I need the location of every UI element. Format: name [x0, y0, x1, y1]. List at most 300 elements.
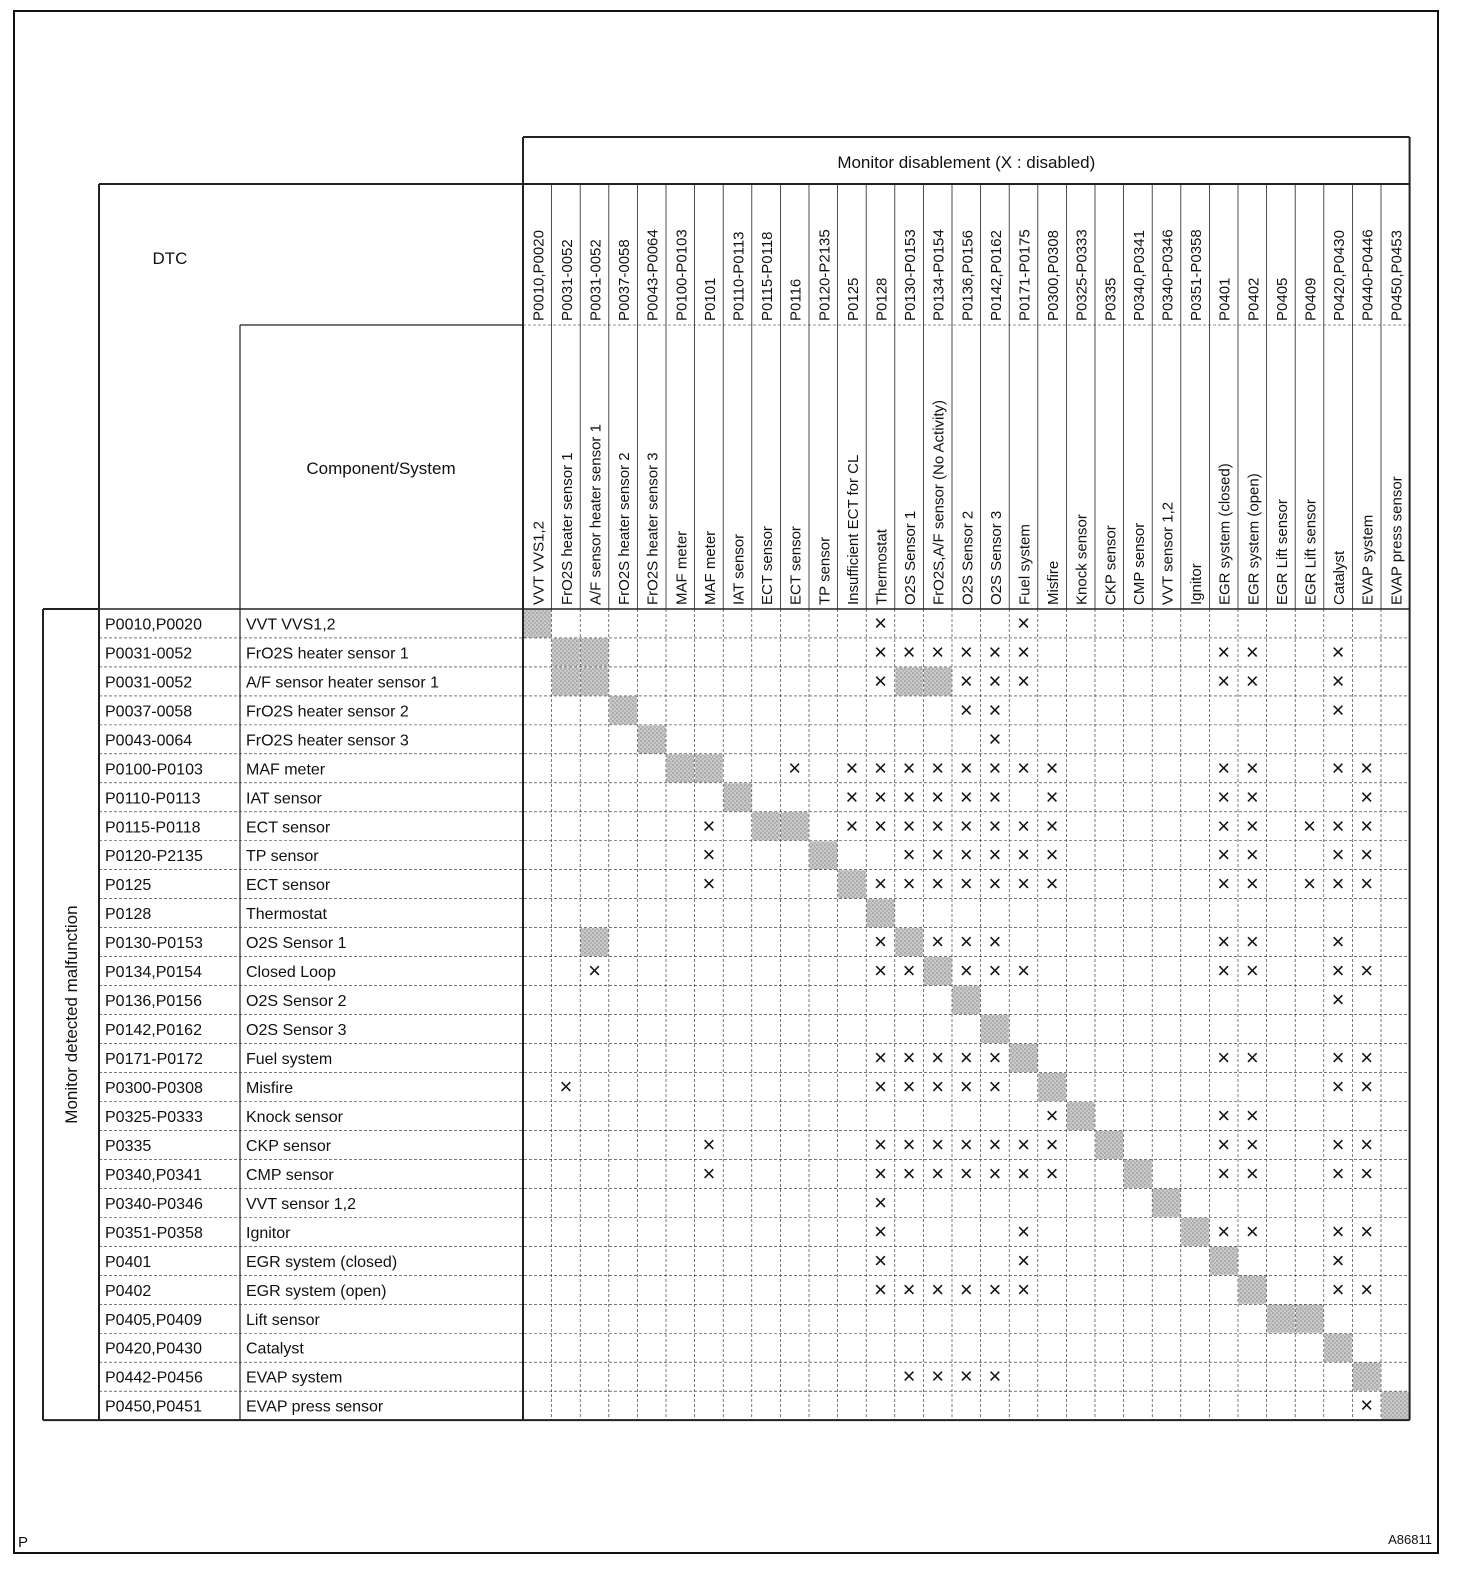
shaded-cell	[695, 754, 723, 782]
disabled-mark: ×	[1045, 1131, 1059, 1157]
row-dtc: P0335	[105, 1137, 152, 1155]
disabled-mark: ×	[1217, 1160, 1231, 1186]
column-dtc-label: P0010,P0020	[530, 230, 548, 321]
row-component: Thermostat	[246, 906, 327, 924]
row-dtc: P0037-0058	[105, 703, 193, 721]
disabled-mark: ×	[902, 1045, 916, 1071]
column-component-label: VVT VVS1,2	[530, 521, 548, 605]
disabled-mark: ×	[1331, 755, 1345, 781]
disabled-mark: ×	[902, 813, 916, 839]
disabled-mark: ×	[959, 784, 973, 810]
shaded-cell	[581, 638, 609, 666]
disabled-mark: ×	[874, 639, 887, 665]
disabled-mark: ×	[931, 1160, 945, 1186]
shaded-cell	[552, 638, 580, 666]
column-dtc-label: P0116	[787, 278, 805, 321]
shaded-cell	[552, 667, 580, 695]
disabled-mark: ×	[931, 1045, 945, 1071]
row-dtc: P0442-P0456	[105, 1369, 203, 1387]
disabled-mark: ×	[1331, 1131, 1345, 1157]
column-component-label: FrO2S,A/F sensor (No Activity)	[930, 399, 948, 605]
disabled-mark: ×	[988, 871, 1002, 897]
shaded-cell	[1353, 1363, 1381, 1391]
row-component: Misfire	[246, 1080, 294, 1098]
column-component-label: EGR Lift sensor	[1302, 499, 1320, 605]
shaded-cell	[895, 667, 923, 695]
component-header: Component/System	[306, 459, 456, 478]
disabled-mark: ×	[1245, 1102, 1259, 1128]
column-dtc-label: P0125	[844, 277, 862, 321]
row-component: VVT sensor 1,2	[246, 1195, 356, 1213]
disabled-mark: ×	[874, 668, 887, 694]
disabled-mark: ×	[1017, 842, 1030, 868]
disabled-mark: ×	[1245, 958, 1259, 984]
row-component: MAF meter	[246, 761, 326, 779]
row-dtc: P0402	[105, 1282, 152, 1300]
column-component-label: EGR Lift sensor	[1273, 499, 1291, 605]
column-dtc-label: P0401	[1216, 277, 1234, 321]
disabled-mark: ×	[1245, 755, 1259, 781]
disabled-mark: ×	[1245, 1160, 1259, 1186]
shaded-cell	[1239, 1276, 1267, 1304]
disabled-mark: ×	[1217, 1045, 1231, 1071]
disabled-mark: ×	[959, 813, 973, 839]
disabled-mark: ×	[1017, 610, 1030, 636]
disabled-mark: ×	[959, 958, 973, 984]
row-component: FrO2S heater sensor 1	[246, 645, 409, 663]
shaded-cell	[1067, 1102, 1095, 1130]
disabled-mark: ×	[874, 1218, 887, 1244]
row-component: O2S Sensor 1	[246, 935, 347, 953]
row-dtc: P0325-P0333	[105, 1108, 203, 1126]
disabled-mark: ×	[988, 1160, 1002, 1186]
column-component-label: MAF meter	[701, 530, 719, 605]
column-dtc-label: P0136,P0156	[959, 230, 977, 321]
shaded-cell	[724, 783, 752, 811]
disabled-mark: ×	[988, 958, 1002, 984]
row-dtc: P0351-P0358	[105, 1224, 203, 1242]
disabled-mark: ×	[845, 813, 859, 839]
disabled-mark: ×	[1331, 842, 1345, 868]
column-component-label: O2S Sensor 3	[987, 510, 1005, 605]
disabled-mark: ×	[988, 1074, 1002, 1100]
disabled-mark: ×	[902, 1131, 916, 1157]
disabled-mark: ×	[874, 813, 887, 839]
disabled-mark: ×	[959, 1074, 973, 1100]
disabled-mark: ×	[1360, 1276, 1374, 1302]
disabled-mark: ×	[1360, 958, 1374, 984]
disabled-mark: ×	[874, 1189, 887, 1215]
disabled-mark: ×	[902, 1160, 916, 1186]
disabled-mark: ×	[1217, 1218, 1231, 1244]
disabled-mark: ×	[1331, 958, 1345, 984]
disabled-mark: ×	[931, 842, 945, 868]
disabled-mark: ×	[1331, 813, 1345, 839]
row-component: ECT sensor	[246, 877, 331, 895]
disabled-mark: ×	[902, 1276, 916, 1302]
disabled-mark: ×	[1045, 842, 1059, 868]
disabled-mark: ×	[874, 1160, 887, 1186]
disabled-mark: ×	[1360, 1160, 1374, 1186]
disabled-mark: ×	[931, 1363, 945, 1389]
row-dtc: P0120-P2135	[105, 848, 203, 866]
row-dtc: P0031-0052	[105, 674, 193, 692]
disabled-mark: ×	[988, 697, 1002, 723]
shaded-cell	[1210, 1247, 1238, 1275]
shaded-cell	[781, 812, 809, 840]
disabled-mark: ×	[1245, 1045, 1259, 1071]
disabled-mark: ×	[1360, 842, 1374, 868]
disabled-mark: ×	[988, 668, 1002, 694]
row-component: Fuel system	[246, 1051, 333, 1069]
disabled-mark: ×	[902, 784, 916, 810]
disabled-mark: ×	[1360, 1218, 1374, 1244]
disabled-mark: ×	[874, 1131, 887, 1157]
disabled-mark: ×	[988, 1131, 1002, 1157]
shaded-cell	[1124, 1160, 1152, 1188]
disabled-mark: ×	[874, 610, 887, 636]
row-group-label: Monitor detected malfunction	[62, 905, 81, 1124]
row-dtc: P0010,P0020	[105, 616, 202, 634]
disabled-mark: ×	[959, 929, 973, 955]
disabled-mark: ×	[1017, 1276, 1030, 1302]
column-dtc-label: P0037-0058	[616, 239, 634, 321]
disabled-mark: ×	[1217, 958, 1231, 984]
shaded-cell	[838, 870, 866, 898]
disabled-mark: ×	[931, 1276, 945, 1302]
column-component-label: VVT sensor 1,2	[1159, 501, 1177, 605]
disabled-mark: ×	[988, 1045, 1002, 1071]
column-dtc-label: P0130-P0153	[902, 229, 920, 321]
shaded-cell	[924, 667, 952, 695]
disabled-mark: ×	[1217, 1131, 1231, 1157]
disabled-mark: ×	[931, 929, 945, 955]
column-dtc-label: P0340-P0346	[1159, 229, 1177, 321]
shaded-cell	[867, 899, 895, 927]
disabled-mark: ×	[1245, 1218, 1259, 1244]
disabled-mark: ×	[1245, 929, 1259, 955]
disabled-mark: ×	[874, 929, 887, 955]
column-component-label: FrO2S heater sensor 1	[558, 452, 576, 605]
disabled-mark: ×	[1017, 958, 1030, 984]
disabled-mark: ×	[1360, 755, 1374, 781]
row-dtc: P0115-P0118	[105, 819, 201, 837]
disabled-mark: ×	[702, 1131, 716, 1157]
disabled-mark: ×	[1331, 929, 1345, 955]
disabled-mark: ×	[702, 842, 716, 868]
disabled-mark: ×	[931, 784, 945, 810]
disabled-mark: ×	[588, 958, 601, 984]
column-component-label: FrO2S heater sensor 3	[644, 452, 662, 605]
disabled-mark: ×	[988, 1363, 1002, 1389]
disabled-mark: ×	[988, 726, 1002, 752]
disabled-mark: ×	[1017, 668, 1030, 694]
column-dtc-label: P0101	[701, 277, 719, 321]
column-component-label: O2S Sensor 1	[902, 510, 920, 605]
table-title: Monitor disablement (X : disabled)	[837, 153, 1096, 172]
disabled-mark: ×	[1360, 813, 1374, 839]
column-component-label: ECT sensor	[787, 526, 805, 605]
disabled-mark: ×	[959, 668, 973, 694]
row-component: EVAP system	[246, 1369, 343, 1387]
disabled-mark: ×	[1331, 697, 1345, 723]
disabled-mark: ×	[1217, 755, 1231, 781]
disabled-mark: ×	[1217, 871, 1231, 897]
row-component: Closed Loop	[246, 964, 336, 982]
disabled-mark: ×	[1303, 813, 1316, 839]
column-component-label: ECT sensor	[759, 526, 777, 605]
disabled-mark: ×	[931, 1074, 945, 1100]
row-dtc: P0031-0052	[105, 645, 193, 663]
row-component: CMP sensor	[246, 1166, 334, 1184]
column-component-label: FrO2S heater sensor 2	[616, 452, 634, 605]
disabled-mark: ×	[1245, 813, 1259, 839]
shaded-cell	[1267, 1305, 1295, 1333]
disabled-mark: ×	[702, 871, 716, 897]
disabled-mark: ×	[959, 1363, 973, 1389]
row-dtc: P0100-P0103	[105, 761, 203, 779]
shaded-cell	[1010, 1044, 1038, 1072]
row-component: VVT VVS1,2	[246, 616, 336, 634]
figure-id: A86811	[1388, 1532, 1432, 1547]
disabled-mark: ×	[1360, 1045, 1374, 1071]
shaded-cell	[924, 957, 952, 985]
column-dtc-label: P0142,P0162	[987, 230, 1005, 321]
column-dtc-label: P0110-P0113	[730, 231, 748, 321]
column-component-label: EVAP press sensor	[1388, 476, 1406, 605]
disabled-mark: ×	[1045, 1160, 1059, 1186]
disabled-mark: ×	[1360, 1074, 1374, 1100]
disabled-mark: ×	[1245, 668, 1259, 694]
shaded-cell	[1153, 1189, 1181, 1217]
disabled-mark: ×	[959, 842, 973, 868]
disabled-mark: ×	[1360, 1131, 1374, 1157]
row-component: Catalyst	[246, 1340, 304, 1358]
disabled-mark: ×	[931, 1131, 945, 1157]
column-dtc-label: P0340,P0341	[1130, 230, 1148, 321]
column-dtc-label: P0335	[1102, 277, 1120, 321]
shaded-cell	[1096, 1131, 1124, 1159]
column-component-label: MAF meter	[673, 530, 691, 605]
row-component: EVAP press sensor	[246, 1398, 384, 1416]
shaded-cell	[609, 696, 637, 724]
row-dtc: P0110-P0113	[105, 790, 201, 808]
column-dtc-label: P0100-P0103	[673, 229, 691, 321]
column-component-label: EVAP system	[1359, 514, 1377, 605]
disabled-mark: ×	[1360, 871, 1374, 897]
disabled-mark: ×	[874, 784, 887, 810]
column-component-label: Fuel system	[1016, 524, 1034, 605]
disabled-mark: ×	[902, 639, 916, 665]
column-dtc-label: P0409	[1302, 277, 1320, 321]
column-dtc-label: P0420,P0430	[1331, 230, 1349, 321]
disabled-mark: ×	[931, 639, 945, 665]
row-dtc: P0043-0064	[105, 732, 193, 750]
row-dtc: P0450,P0451	[105, 1398, 202, 1416]
disabled-mark: ×	[959, 1160, 973, 1186]
disabled-mark: ×	[1245, 784, 1259, 810]
disabled-mark: ×	[874, 871, 887, 897]
column-dtc-label: P0128	[873, 277, 891, 321]
disabled-mark: ×	[988, 929, 1002, 955]
column-dtc-label: P0450,P0453	[1388, 230, 1406, 321]
row-component: O2S Sensor 3	[246, 1022, 347, 1040]
row-dtc: P0171-P0172	[105, 1051, 203, 1069]
column-dtc-label: P0440-P0446	[1359, 229, 1377, 321]
row-component: Knock sensor	[246, 1108, 343, 1126]
shaded-cell	[1296, 1305, 1324, 1333]
disabled-mark: ×	[874, 755, 887, 781]
disabled-mark: ×	[1331, 1074, 1345, 1100]
disabled-mark: ×	[988, 784, 1002, 810]
column-component-label: Thermostat	[873, 529, 891, 605]
disabled-mark: ×	[1045, 1102, 1059, 1128]
disabled-mark: ×	[845, 755, 859, 781]
disabled-mark: ×	[1360, 1392, 1374, 1418]
disabled-mark: ×	[1331, 987, 1345, 1013]
disabled-mark: ×	[874, 1045, 887, 1071]
shaded-cell	[581, 667, 609, 695]
row-dtc: P0405,P0409	[105, 1311, 202, 1329]
disabled-mark: ×	[988, 639, 1002, 665]
disabled-mark: ×	[1217, 668, 1231, 694]
disabled-mark: ×	[1331, 639, 1345, 665]
dtc-header: DTC	[152, 249, 188, 268]
disabled-mark: ×	[959, 755, 973, 781]
column-dtc-label: P0043-P0064	[644, 229, 662, 321]
column-component-label: CKP sensor	[1102, 525, 1120, 605]
disabled-mark: ×	[1331, 1218, 1345, 1244]
corner-mark: P	[18, 1534, 29, 1551]
disabled-mark: ×	[874, 958, 887, 984]
disabled-mark: ×	[1017, 1247, 1030, 1273]
row-component: IAT sensor	[246, 790, 322, 808]
column-component-label: EGR system (open)	[1245, 473, 1263, 605]
disabled-mark: ×	[902, 842, 916, 868]
row-dtc: P0136,P0156	[105, 993, 202, 1011]
disabled-mark: ×	[988, 755, 1002, 781]
disabled-mark: ×	[1303, 871, 1316, 897]
row-dtc: P0134,P0154	[105, 964, 202, 982]
disabled-mark: ×	[1245, 842, 1259, 868]
column-dtc-label: P0171-P0175	[1016, 229, 1034, 321]
column-component-label: A/F sensor heater sensor 1	[587, 424, 605, 605]
column-component-label: Ignitor	[1188, 563, 1206, 605]
shaded-cell	[581, 928, 609, 956]
disabled-mark: ×	[959, 639, 973, 665]
column-component-label: EGR system (closed)	[1216, 463, 1234, 605]
disabled-mark: ×	[874, 1276, 887, 1302]
column-dtc-label: P0325-P0333	[1073, 229, 1091, 321]
row-dtc: P0340-P0346	[105, 1195, 203, 1213]
shaded-cell	[1038, 1073, 1066, 1101]
disabled-mark: ×	[1217, 929, 1231, 955]
column-dtc-label: P0120-P2135	[816, 229, 834, 321]
column-dtc-label: P0031-0052	[558, 239, 576, 321]
disabled-mark: ×	[1017, 755, 1030, 781]
disabled-mark: ×	[1331, 1045, 1345, 1071]
disabled-mark: ×	[702, 1160, 716, 1186]
disabled-mark: ×	[874, 1247, 887, 1273]
disabled-mark: ×	[1017, 813, 1030, 839]
shaded-cell	[810, 841, 838, 869]
shaded-cell	[1382, 1392, 1410, 1420]
row-component: FrO2S heater sensor 2	[246, 703, 409, 721]
disabled-mark: ×	[702, 813, 716, 839]
row-dtc: P0142,P0162	[105, 1022, 202, 1040]
disabled-mark: ×	[902, 1363, 916, 1389]
disabled-mark: ×	[902, 1074, 916, 1100]
disabled-mark: ×	[1331, 1160, 1345, 1186]
column-dtc-label: P0405	[1273, 277, 1291, 321]
disabled-mark: ×	[1217, 813, 1231, 839]
column-dtc-label: P0134-P0154	[930, 229, 948, 321]
disabled-mark: ×	[959, 871, 973, 897]
disabled-mark: ×	[1331, 1247, 1345, 1273]
shaded-cell	[752, 812, 780, 840]
shaded-cell	[1324, 1334, 1352, 1362]
disabled-mark: ×	[1360, 784, 1374, 810]
row-dtc: P0130-P0153	[105, 935, 203, 953]
disabled-mark: ×	[959, 697, 973, 723]
disabled-mark: ×	[1017, 1131, 1030, 1157]
disabled-mark: ×	[1217, 784, 1231, 810]
column-component-label: CMP sensor	[1130, 522, 1148, 605]
disabled-mark: ×	[988, 842, 1002, 868]
disabled-mark: ×	[902, 755, 916, 781]
row-component: A/F sensor heater sensor 1	[246, 674, 439, 692]
row-component: TP sensor	[246, 848, 319, 866]
disabled-mark: ×	[902, 958, 916, 984]
column-component-label: IAT sensor	[730, 533, 748, 605]
row-component: EGR system (closed)	[246, 1253, 398, 1271]
column-component-label: Insufficient ECT for CL	[844, 454, 862, 605]
row-component: Lift sensor	[246, 1311, 320, 1329]
column-component-label: Misfire	[1045, 560, 1063, 605]
row-dtc: P0401	[105, 1253, 152, 1271]
shaded-cell	[667, 754, 695, 782]
column-dtc-label: P0115-P0118	[759, 231, 777, 321]
row-component: FrO2S heater sensor 3	[246, 732, 409, 750]
column-component-label: Knock sensor	[1073, 514, 1091, 605]
disabled-mark: ×	[1331, 668, 1345, 694]
column-dtc-label: P0351-P0358	[1188, 229, 1206, 321]
disabled-mark: ×	[1045, 813, 1059, 839]
disabled-mark: ×	[1017, 1160, 1030, 1186]
row-component: ECT sensor	[246, 819, 331, 837]
disabled-mark: ×	[931, 755, 945, 781]
disabled-mark: ×	[1245, 639, 1259, 665]
column-dtc-label: P0402	[1245, 277, 1263, 321]
disabled-mark: ×	[1045, 755, 1059, 781]
disabled-mark: ×	[874, 1074, 887, 1100]
row-dtc: P0420,P0430	[105, 1340, 202, 1358]
disabled-mark: ×	[1245, 871, 1259, 897]
shaded-cell	[895, 928, 923, 956]
disabled-mark: ×	[1017, 639, 1030, 665]
disabled-mark: ×	[931, 813, 945, 839]
row-dtc: P0300-P0308	[105, 1080, 203, 1098]
row-component: CKP sensor	[246, 1137, 332, 1155]
disabled-mark: ×	[559, 1074, 573, 1100]
column-component-label: O2S Sensor 2	[959, 510, 977, 605]
shaded-cell	[638, 725, 666, 753]
row-component: Ignitor	[246, 1224, 291, 1242]
disabled-mark: ×	[788, 755, 802, 781]
disabled-mark: ×	[1045, 784, 1059, 810]
disabled-mark: ×	[1217, 639, 1231, 665]
shaded-cell	[953, 986, 981, 1014]
